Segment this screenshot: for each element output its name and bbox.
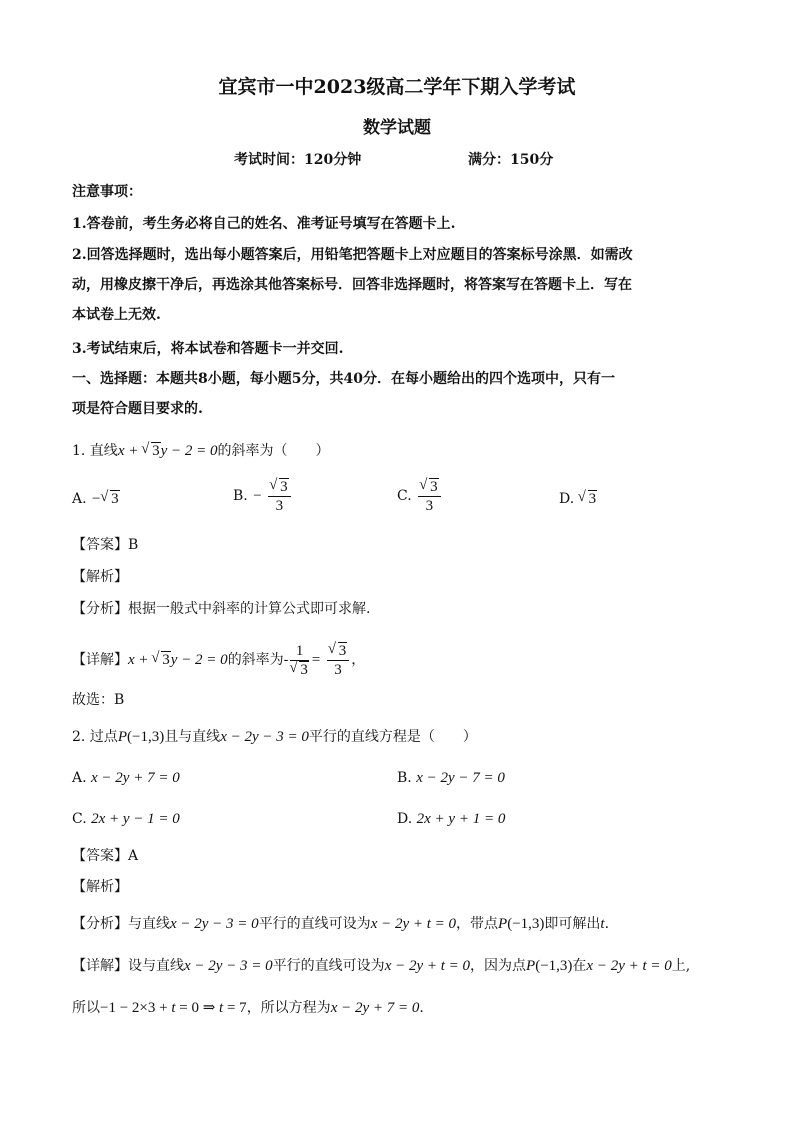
q2-option-d[interactable] [397, 809, 505, 829]
q2-option-b[interactable] [397, 768, 505, 788]
notes-heading: 注意事项： [72, 184, 142, 200]
note-2-line-3: 本试卷上无效. [72, 307, 161, 323]
question-1-equation: x + √ 3y − 2 = 0 [118, 443, 218, 459]
q2-xiangjie-text-1: 设与直线 [128, 958, 184, 974]
q2-xiangjie-family: x − 2y + t = 0 [384, 958, 471, 974]
q1-fenxi-text: 根据一般式中斜率的计算公式即可求解. [128, 601, 371, 617]
q2-option-b-value: x − 2y − 7 = 0 [416, 770, 505, 786]
question-2-number: 2. 过点 [72, 729, 118, 745]
q2-fenxi-text-1: 与直线 [128, 916, 170, 932]
q2-fenxi: 【分析】与直线x − 2y − 3 = 0平行的直线可设为x − 2y + t = 0，带点P(−1,3)即可解出t. [72, 916, 610, 932]
q2-option-c-label: C. [72, 811, 87, 827]
question-2-point: P(−1,3) [117, 729, 165, 745]
note-2-line-1: 2.回答选择题时，选出每小题答案后，用铅笔把答题卡上对应题目的答案标号涂黑．如需改 [72, 247, 633, 263]
q2-fenxi-text-2: 平行的直线可设为 [258, 916, 371, 932]
question-2-line: x − 2y − 3 = 0 [220, 729, 309, 745]
q1-xiangjie-tag: 【详解】 [72, 651, 128, 668]
question-2-suffix: 平行的直线方程是（ ） [308, 729, 477, 745]
q2-xiangjie-line: x − 2y − 3 = 0 [184, 958, 273, 974]
q1-xiangjie-mid: 的斜率为- [227, 651, 289, 668]
q2-fenxi-family: x − 2y + t = 0 [370, 916, 457, 932]
q2-option-b-label: B. [397, 770, 412, 786]
q2-final-text-1: 所以 [72, 1000, 100, 1016]
q1-conclusion: 故选：B [72, 692, 125, 708]
section-heading-line-2: 项是符合题目要求的. [72, 401, 203, 417]
q1-answer [72, 535, 138, 555]
q2-fenxi-tag: 【分析】 [72, 916, 128, 932]
q1-answer-tag: 【答案】 [72, 537, 128, 553]
q2-xiangjie-tag: 【详解】 [72, 958, 128, 974]
q1-option-a-value: −√ 3 [91, 491, 120, 507]
q1-option-c-value: √ $\frac{3}{3}$ [416, 488, 443, 504]
q1-option-b-label: B. [233, 487, 248, 504]
q1-option-d-value: √ 3 [579, 491, 598, 507]
q1-fenxi-tag: 【分析】 [72, 601, 128, 617]
q1-option-d[interactable] [559, 489, 597, 509]
q1-option-c[interactable] [397, 478, 443, 515]
q1-option-d-label: D. [559, 491, 575, 507]
q1-option-b[interactable] [233, 478, 293, 515]
note-1: 1.答卷前，考生务必将自己的姓名、准考证号填写在答题卡上. [72, 216, 456, 232]
q2-final-text-2: ，所以方程为 [246, 1000, 331, 1016]
q2-fenxi-var: t [600, 916, 605, 932]
q2-xiangjie-text-5: 上, [671, 958, 691, 974]
q2-answer-tag: 【答案】 [72, 848, 128, 864]
note-2-line-2: 动，用橡皮擦干净后，再选涂其他答案标号．回答非选择题时，将答案写在答题卡上．写在 [72, 277, 632, 293]
q2-xiangjie-text-4: 在 [572, 958, 587, 974]
q2-fenxi-point: P(−1,3) [498, 916, 545, 932]
q1-option-a[interactable] [72, 489, 120, 509]
q2-final-solve: −1 − 2×3 + t = 0 ⇒ t = 7 [100, 1000, 247, 1016]
q1-option-c-label: C. [397, 487, 412, 504]
q1-xiangjie: 【详解】x + √ 3y − 2 = 0的斜率为- 1 √ 3 = √ $\frac{3}{3}$ ， [72, 642, 365, 679]
q2-xiangjie-point: P(−1,3) [526, 958, 573, 974]
q2-final: 所以−1 − 2×3 + t = 0 ⇒ t = 7，所以方程为x − 2y + 7 = 0. [72, 1000, 424, 1016]
q2-xiangjie-text-2: 平行的直线可设为 [272, 958, 385, 974]
q2-option-d-label: D. [397, 811, 413, 827]
q1-xiangjie-equation: x + √ 3y − 2 = 0 [128, 652, 228, 668]
q2-fenxi-line: x − 2y − 3 = 0 [170, 916, 259, 932]
q2-final-equation: x − 2y + 7 = 0 [330, 1000, 420, 1016]
q2-option-a-label: A. [72, 770, 87, 786]
q1-fenxi [72, 599, 370, 619]
q2-option-a[interactable] [72, 768, 180, 788]
q1-answer-value: B [128, 537, 139, 553]
section-heading-line-1: 一、选择题：本题共8小题，每小题5分，共40分．在每小题给出的四个选项中，只有一 [72, 371, 615, 387]
q2-answer-value: A [128, 848, 139, 864]
q1-xiangjie-result: 1 √ 3 = √ $\frac{3}{3}$ [288, 652, 351, 668]
q1-option-b-value: − √ $\frac{3}{3}$ [252, 488, 292, 504]
q2-xiangjie-family-2: x − 2y + t = 0 [586, 958, 672, 974]
exam-time: 考试时间：120分钟 [234, 152, 362, 168]
q2-fenxi-text-4: 即可解出 [544, 916, 601, 932]
q2-option-c[interactable] [72, 809, 180, 829]
paper-title: 宜宾市一中2023级高二学年下期入学考试 [218, 76, 576, 98]
question-2 [72, 727, 477, 747]
q2-option-a-value: x − 2y + 7 = 0 [91, 770, 180, 786]
question-1 [72, 441, 330, 461]
q2-fenxi-text-3: ，带点 [456, 916, 499, 932]
paper-subtitle: 数学试题 [363, 118, 431, 138]
q2-option-c-value: 2x + y − 1 = 0 [91, 811, 180, 827]
question-1-number: 1. 直线 [72, 443, 118, 459]
question-1-suffix: 的斜率为（ ） [217, 443, 330, 459]
q2-xiangjie [72, 956, 690, 976]
note-3: 3.考试结束后，将本试卷和答题卡一并交回. [72, 341, 344, 357]
q2-option-d-value: 2x + y + 1 = 0 [416, 811, 506, 827]
q2-answer [72, 846, 138, 866]
q1-jiexi: 【解析】 [72, 569, 128, 585]
full-score: 满分：150分 [468, 152, 554, 168]
q2-xiangjie-text-3: ，因为点 [470, 958, 527, 974]
q1-option-a-label: A. [72, 491, 87, 507]
question-2-mid: 且与直线 [164, 729, 221, 745]
q2-jiexi: 【解析】 [72, 879, 128, 895]
